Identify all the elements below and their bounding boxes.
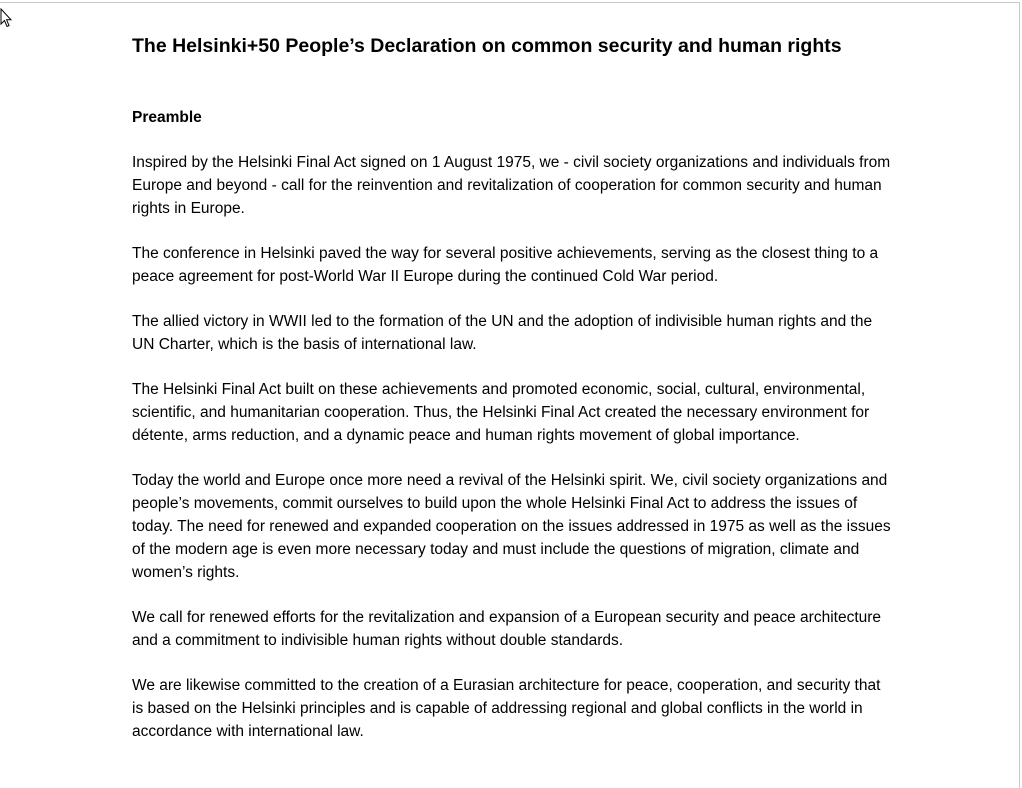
paragraph: The Helsinki Final Act built on these achievements and promoted economic, social, cultural, environmental, scientific, and humanitarian cooperation. Thus, the Helsinki Final Act created the necessary environment for détente, arms reduction, and a dynamic peace and human rights movement of global importance. [132, 381, 870, 444]
document-body[interactable] [132, 32, 892, 743]
mouse-pointer-icon [0, 8, 12, 28]
section-heading-preamble: Preamble [132, 109, 202, 126]
page-border-right [1019, 2, 1020, 788]
paragraph: Today the world and Europe once more need a revival of the Helsinki spirit. We, civil society organizations and people’s movements, commit ourselves to build upon the whole Helsinki Final Act to address the issues of today. The need for renewed and expanded cooperation on the issues addressed in 1975 as well as the issues of the modern age is even more necessary today and must include the questions of migration, climate and women’s rights. [132, 472, 891, 581]
document-title: The Helsinki+50 People’s Declaration on common security and human rights [132, 35, 842, 57]
paragraph: We are likewise committed to the creation of a Eurasian architecture for peace, cooperation, and security that is based on the Helsinki principles and is capable of addressing regional and global conflicts in the world in accordance with international law. [132, 677, 881, 740]
paragraph: We call for renewed efforts for the revitalization and expansion of a European security and peace architecture and a commitment to indivisible human rights without double standards. [132, 609, 882, 649]
page-border-top [0, 2, 1020, 3]
paragraph: The conference in Helsinki paved the way for several positive achievements, serving as the closest thing to a peace agreement for post-World War II Europe during the continued Cold War period. [132, 245, 879, 285]
paragraph: Inspired by the Helsinki Final Act signed on 1 August 1975, we - civil society organizations and individuals from Europe and beyond - call for the reinvention and revitalization of cooperation for common security and human rights in Europe. [132, 154, 891, 217]
paragraph: The allied victory in WWII led to the formation of the UN and the adoption of indivisible human rights and the UN Charter, which is the basis of international law. [132, 313, 873, 353]
